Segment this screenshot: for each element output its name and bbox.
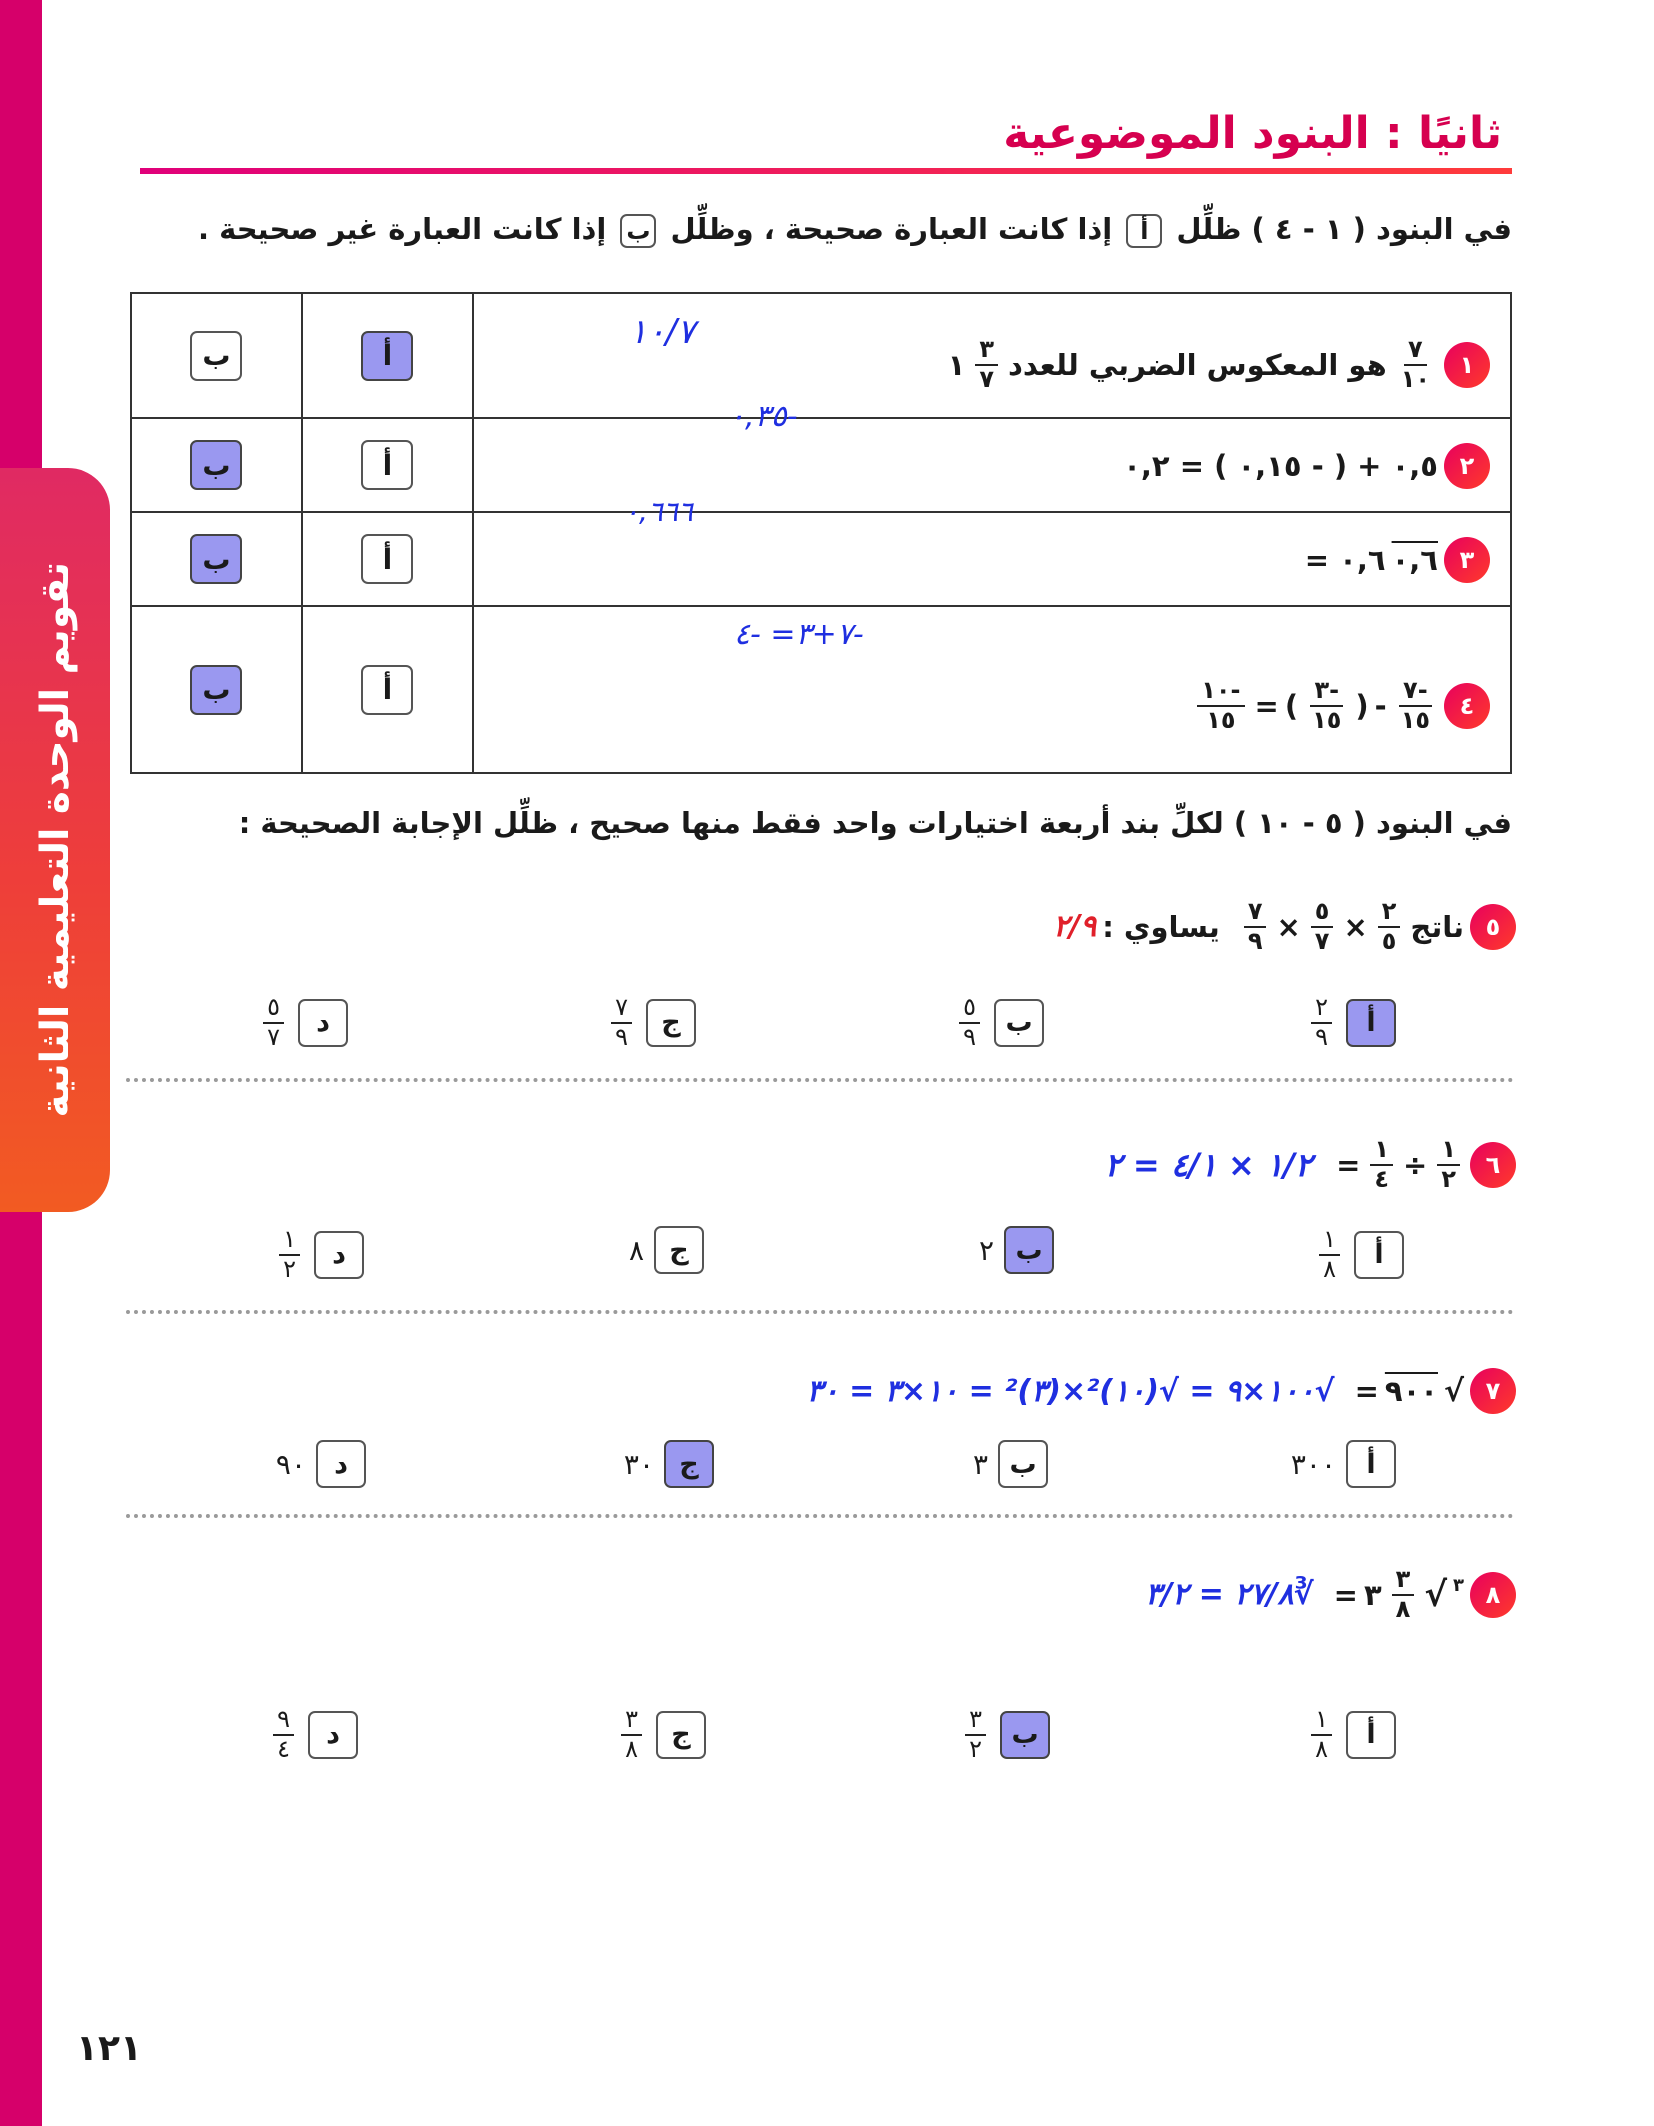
legend-box-a: أ xyxy=(1126,214,1162,248)
side-tab-label: تقويم الوحدة التعليمية الثانية xyxy=(32,562,78,1118)
item-number-5: ٥ xyxy=(1470,904,1516,950)
divider xyxy=(126,1078,1514,1082)
option-a-cell-2 xyxy=(302,418,473,512)
handwritten-note-3: ٠,٦٦٦ xyxy=(623,495,693,528)
q7-option-c[interactable]: ج ٣٠ xyxy=(624,1440,714,1488)
answer-box-a-1[interactable]: أ xyxy=(361,331,413,381)
answer-box-b-1[interactable]: ب xyxy=(190,331,242,381)
statement-cell-2: ٢ ٠,٥ + ( - ٠,١٥ ) = ٠,٢ -٠,٣٥ xyxy=(473,418,1511,512)
q8-option-a[interactable]: أ $\frac{١}{٨}$ xyxy=(1307,1706,1396,1763)
q6-option-a[interactable]: أ $\frac{١}{٨}$ xyxy=(1315,1226,1404,1283)
option-b-cell-2 xyxy=(131,418,302,512)
divider xyxy=(126,1514,1514,1518)
handwritten-note-5: ٢/٩ xyxy=(1053,909,1097,945)
answer-box-a-2[interactable]: أ xyxy=(361,440,413,490)
q8-option-b[interactable]: ب $\frac{٣}{٢}$ xyxy=(961,1706,1050,1763)
section-heading: ثانيًا : البنود الموضوعية xyxy=(1003,108,1502,159)
question-6: ٦ $\frac{١}{٢}$ ÷ $\frac{١}{٤}$ = ١/٢ × ٤/١ = ٢ xyxy=(1105,1136,1516,1193)
q7-option-b[interactable]: ب ٣ xyxy=(973,1440,1048,1488)
divider xyxy=(126,1310,1514,1314)
handwritten-note-2: -٠,٣٥ xyxy=(728,399,798,434)
answer-box-b-3[interactable]: ب xyxy=(190,534,242,584)
true-false-table xyxy=(130,292,1512,774)
q5-option-a[interactable]: أ $\frac{٢}{٩}$ xyxy=(1307,994,1396,1051)
item-number-7: ٧ xyxy=(1470,1368,1516,1414)
answer-box-a-4[interactable]: أ xyxy=(361,665,413,715)
q7-option-a[interactable]: أ ٣٠٠ xyxy=(1291,1440,1396,1488)
q7-option-d[interactable]: د ٩٠ xyxy=(276,1440,366,1488)
item-number-6: ٦ xyxy=(1470,1142,1516,1188)
q5-option-b[interactable]: ب $\frac{٥}{٩}$ xyxy=(955,994,1044,1051)
handwritten-note-7: √١٠٠×٩ = √(١٠)²×(٣)² = ١٠×٣ = ٣٠ xyxy=(806,1373,1335,1409)
legend-box-b: ب xyxy=(620,214,656,248)
statement-cell-4: ٤ $\frac{-٧}{١٥}$ - ( $\frac{-٣}{١٥}$ ) = $\frac{-١٠}{١٥}$ -٧+٣= -٤ xyxy=(473,606,1511,773)
option-b-cell-4 xyxy=(131,606,302,773)
q6-option-d[interactable]: د $\frac{١}{٢}$ xyxy=(275,1226,364,1283)
statement-cell-1: ١ $\frac{٧}{١٠}$ هو المعكوس الضربي للعدد $\frac{٣}{٧}$ ١ ١٠/٧ xyxy=(473,293,1511,418)
instruction-mcq: في البنود ( ٥ - ١٠ ) لكلِّ بند أربعة اختيارات واحد فقط منها صحيح ، ظلِّل الإجابة الصحيحة : xyxy=(238,806,1512,840)
item-number-4: ٤ xyxy=(1444,683,1490,729)
question-5: ٥ ناتج $\frac{٢}{٥}$ × $\frac{٥}{٧}$ × $\frac{٧}{٩}$ يساوي : ٢/٩ xyxy=(1053,898,1516,955)
q6-option-c[interactable]: ج ٨ xyxy=(629,1226,704,1274)
page-number: ١٢١ xyxy=(76,2028,142,2069)
side-tab-label-wrap xyxy=(2,468,108,1212)
q8-option-c[interactable]: ج $\frac{٣}{٨}$ xyxy=(617,1706,706,1763)
handwritten-note-1: ١٠/٧ xyxy=(628,312,696,352)
table-row xyxy=(131,293,1511,418)
question-8: ٨ ٣ √ $\frac{٣}{٨}$ ٣ = ∛٢٧/٨ = ٣/٢ xyxy=(1145,1566,1516,1623)
item-number-1: ١ xyxy=(1444,342,1490,388)
table-row xyxy=(131,418,1511,512)
fraction-3-7: $\frac{٣}{٧}$ xyxy=(975,336,998,393)
option-a-cell-4 xyxy=(302,606,473,773)
answer-box-b-2[interactable]: ب xyxy=(190,440,242,490)
handwritten-note-6: ١/٢ × ٤/١ = ٢ xyxy=(1104,1145,1313,1184)
table-row xyxy=(131,512,1511,606)
q6-option-b[interactable]: ب ٢ xyxy=(979,1226,1054,1274)
item-number-3: ٣ xyxy=(1444,537,1490,583)
option-a-cell-3 xyxy=(302,512,473,606)
handwritten-note-4: -٧+٣= -٤ xyxy=(733,617,864,652)
instruction-tf: في البنود ( ١ - ٤ ) ظلِّل أ إذا كانت العبارة صحيحة ، وظلِّل ب إذا كانت العبارة غير صحيحة . xyxy=(198,212,1512,246)
question-7: ٧ √ ٩٠٠ = √١٠٠×٩ = √(١٠)²×(٣)² = ١٠×٣ = ٣٠ xyxy=(806,1368,1516,1414)
fraction-7-10: $\frac{٧}{١٠}$ xyxy=(1400,335,1430,393)
q5-option-c[interactable]: ج $\frac{٧}{٩}$ xyxy=(607,994,696,1051)
option-b-cell-3 xyxy=(131,512,302,606)
q8-option-d[interactable]: د $\frac{٩}{٤}$ xyxy=(269,1706,358,1763)
handwritten-note-8: ∛٢٧/٨ = ٣/٢ xyxy=(1145,1577,1314,1613)
statement-cell-3: ٣ ٠,٦ ٠,٦ = ٠,٦٦٦ xyxy=(473,512,1511,606)
heading-rule xyxy=(140,168,1512,174)
table-row xyxy=(131,606,1511,773)
q5-option-d[interactable]: د $\frac{٥}{٧}$ xyxy=(259,994,348,1051)
item-number-2: ٢ xyxy=(1444,443,1490,489)
option-b-cell-1 xyxy=(131,293,302,418)
item-number-8: ٨ xyxy=(1470,1572,1516,1618)
option-a-cell-1 xyxy=(302,293,473,418)
answer-box-a-3[interactable]: أ xyxy=(361,534,413,584)
answer-box-b-4[interactable]: ب xyxy=(190,665,242,715)
